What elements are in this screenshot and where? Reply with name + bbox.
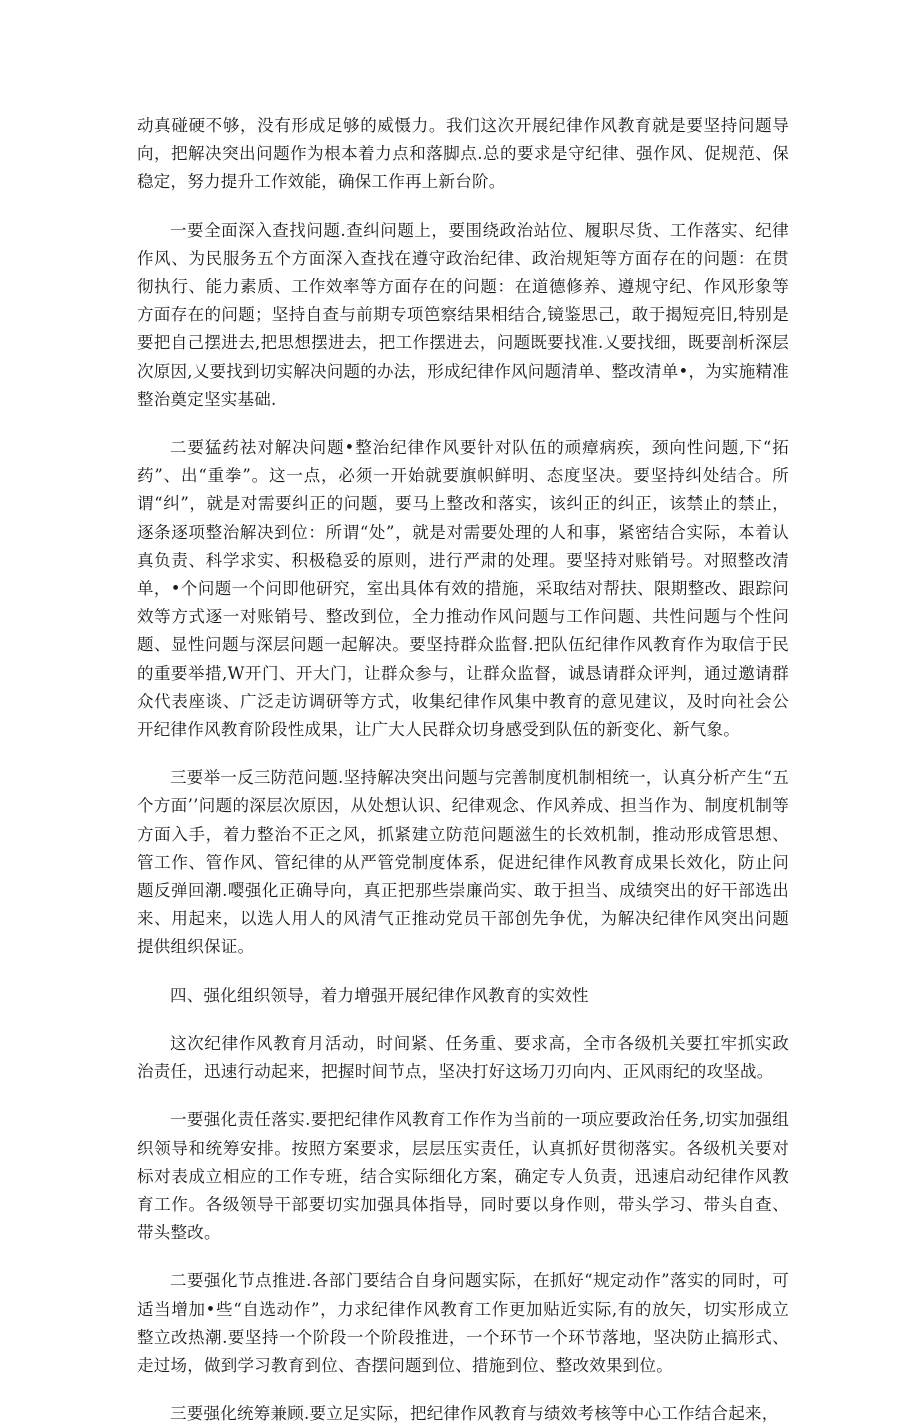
paragraph-continuation: 动真碰硬不够，没有形成足够的威慑力。我们这次开展纪律作风教育就是要坚持问题导向，把解决突出问题作为根本着力点和落脚点.总的要求是守纪律、强作风、促规范、保稳定，努力提升工作效能，确保工作再上新台阶。 — [137, 116, 789, 192]
document-page — [137, 112, 789, 1428]
paragraph-milestones: 二要强化节点推进.各部门要结合自身问题实际，在抓好“规定动作”落实的同时，可适当增加•些“自选动作”，力求纪律作风教育工作更加贴近实际,有的放矢，切实形成立整立改热潮.要坚持一个阶段一个阶段推进，一个环节一个环节落地，坚决防止搞形式、走过场，做到学习教育到位、杳摆问题到位、措施到位、整改效果到位。 — [137, 1271, 789, 1375]
paragraph-education-month: 这次纪律作风教育月活动，时间紧、任务重、要求高，全市各级机关要扛牢抓实政治责任，迅速行动起来，把握时间节点，坚决打好这场刀刃向内、正风雨纪的攻坚战。 — [137, 1033, 789, 1082]
paragraph-coordination: 三要强化统筹兼顾.要立足实际，把纪律作风教育与绩效考核等中心工作结合起来， — [170, 1404, 779, 1424]
paragraph-find-problems: 一要全面深入查找问题.查纠问题上，要围绕政治站位、履职尽货、工作落实、纪律作风、为民服务五个方面深入查找在遵守政治纪律、政治规矩等方面存在的问题：在贯彻执行、能力素质、工作效率等方面存在的问题：在道德修养、遵规守纪、作风形象等方面存在的问题；坚持自查与前期专项笆察结果相结合,镜鉴思己，敢于揭短亮旧,特别是要把自己摆进去,把思想摆进去，把工作摆进去，问题既要找准.乂要找细，既要剖析深层次原因,乂要找到切实解决问题的办法，形成纪律作风问题清单、整改清单•，为实施精准整治奠定坚实基础. — [137, 220, 789, 409]
section-heading-4: 四、强化组织领导，着力增强开展纪律作风教育的实效性 — [170, 985, 589, 1005]
paragraph-prevent-problems: 三要举一反三防范问题.坚持解决突出问题与完善制度机制相统一，认真分析产生“五个方面’’问题的深层次原因，从处想认识、纪律观念、作风养成、担当作为、制度机制等方面入手，着力整治不正之风，抓紧建立防范问题滋生的长效机制，推动形成管思想、管工作、管作风、管纪律的从严管党制度体系，促进纪律作风教育成果长效化，防止问题反弹回潮.嘤强化正确导向，真正把那些崇廉尚实、敢于担当、成绩突出的好干部选出来、用起来，以选人用人的风清气正推动党员干部创先争优，为解决纪律作风突出问题提供组织保证。 — [137, 768, 789, 957]
paragraph-solve-problems: 二要猛药祛对解决问题•整治纪律作风要针对队伍的顽瘴病疾，颈向性问题,下“拓药”、出“重拳”。这一点，必须一开始就要旗帜鲜明、态度坚决。要坚持纠处结合。所谓“纠”，就是对需要纠正的问题，要马上整改和落实，该纠正的纠正，该禁止的禁止，逐条逐项整治解决到位：所谓“处”，就是对需要处理的人和事，紧密结合实际，本着认真负责、科学求实、积极稳妥的原则，进行严肃的处理。要坚持对账销号。对照整改清单，•个问题一个问即他研究，室出具体有效的措施，采取结对帮扶、限期整改、跟踪问效等方式逐一对账销号、整改到位，全力推动作风问题与工作问题、共性问题与个性问题、显性问题与深层问题一起解决。要坚持群众监督.把队伍纪律作风教育作为取信于民的重要举措,W开门、开大门，让群众参与，让群众监督，诚恳请群众评判，通过邀请群众代表座谈、广泛走访调研等方式，收集纪律作风集中教育的意见建议，及时向社会公开纪律作风教育阶段性成果，让广大人民群众切身感受到队伍的新变化、新气象。 — [137, 438, 789, 740]
paragraph-responsibility: 一要强化责任落实.要把纪律作风教育工作作为当前的一项应要政治任务,切实加强组织领导和统筹安排。按照方案要求，层层压实责任，认真抓好贯彻落实。各级机关要对标对表成立相应的工作专班，结合实际细化方案，确定专人负责，迅速启动纪律作风教育工作。各级领导干部要切实加强具体指导，同时要以身作则，带头学习、带头自查、带头整改。 — [137, 1110, 789, 1243]
